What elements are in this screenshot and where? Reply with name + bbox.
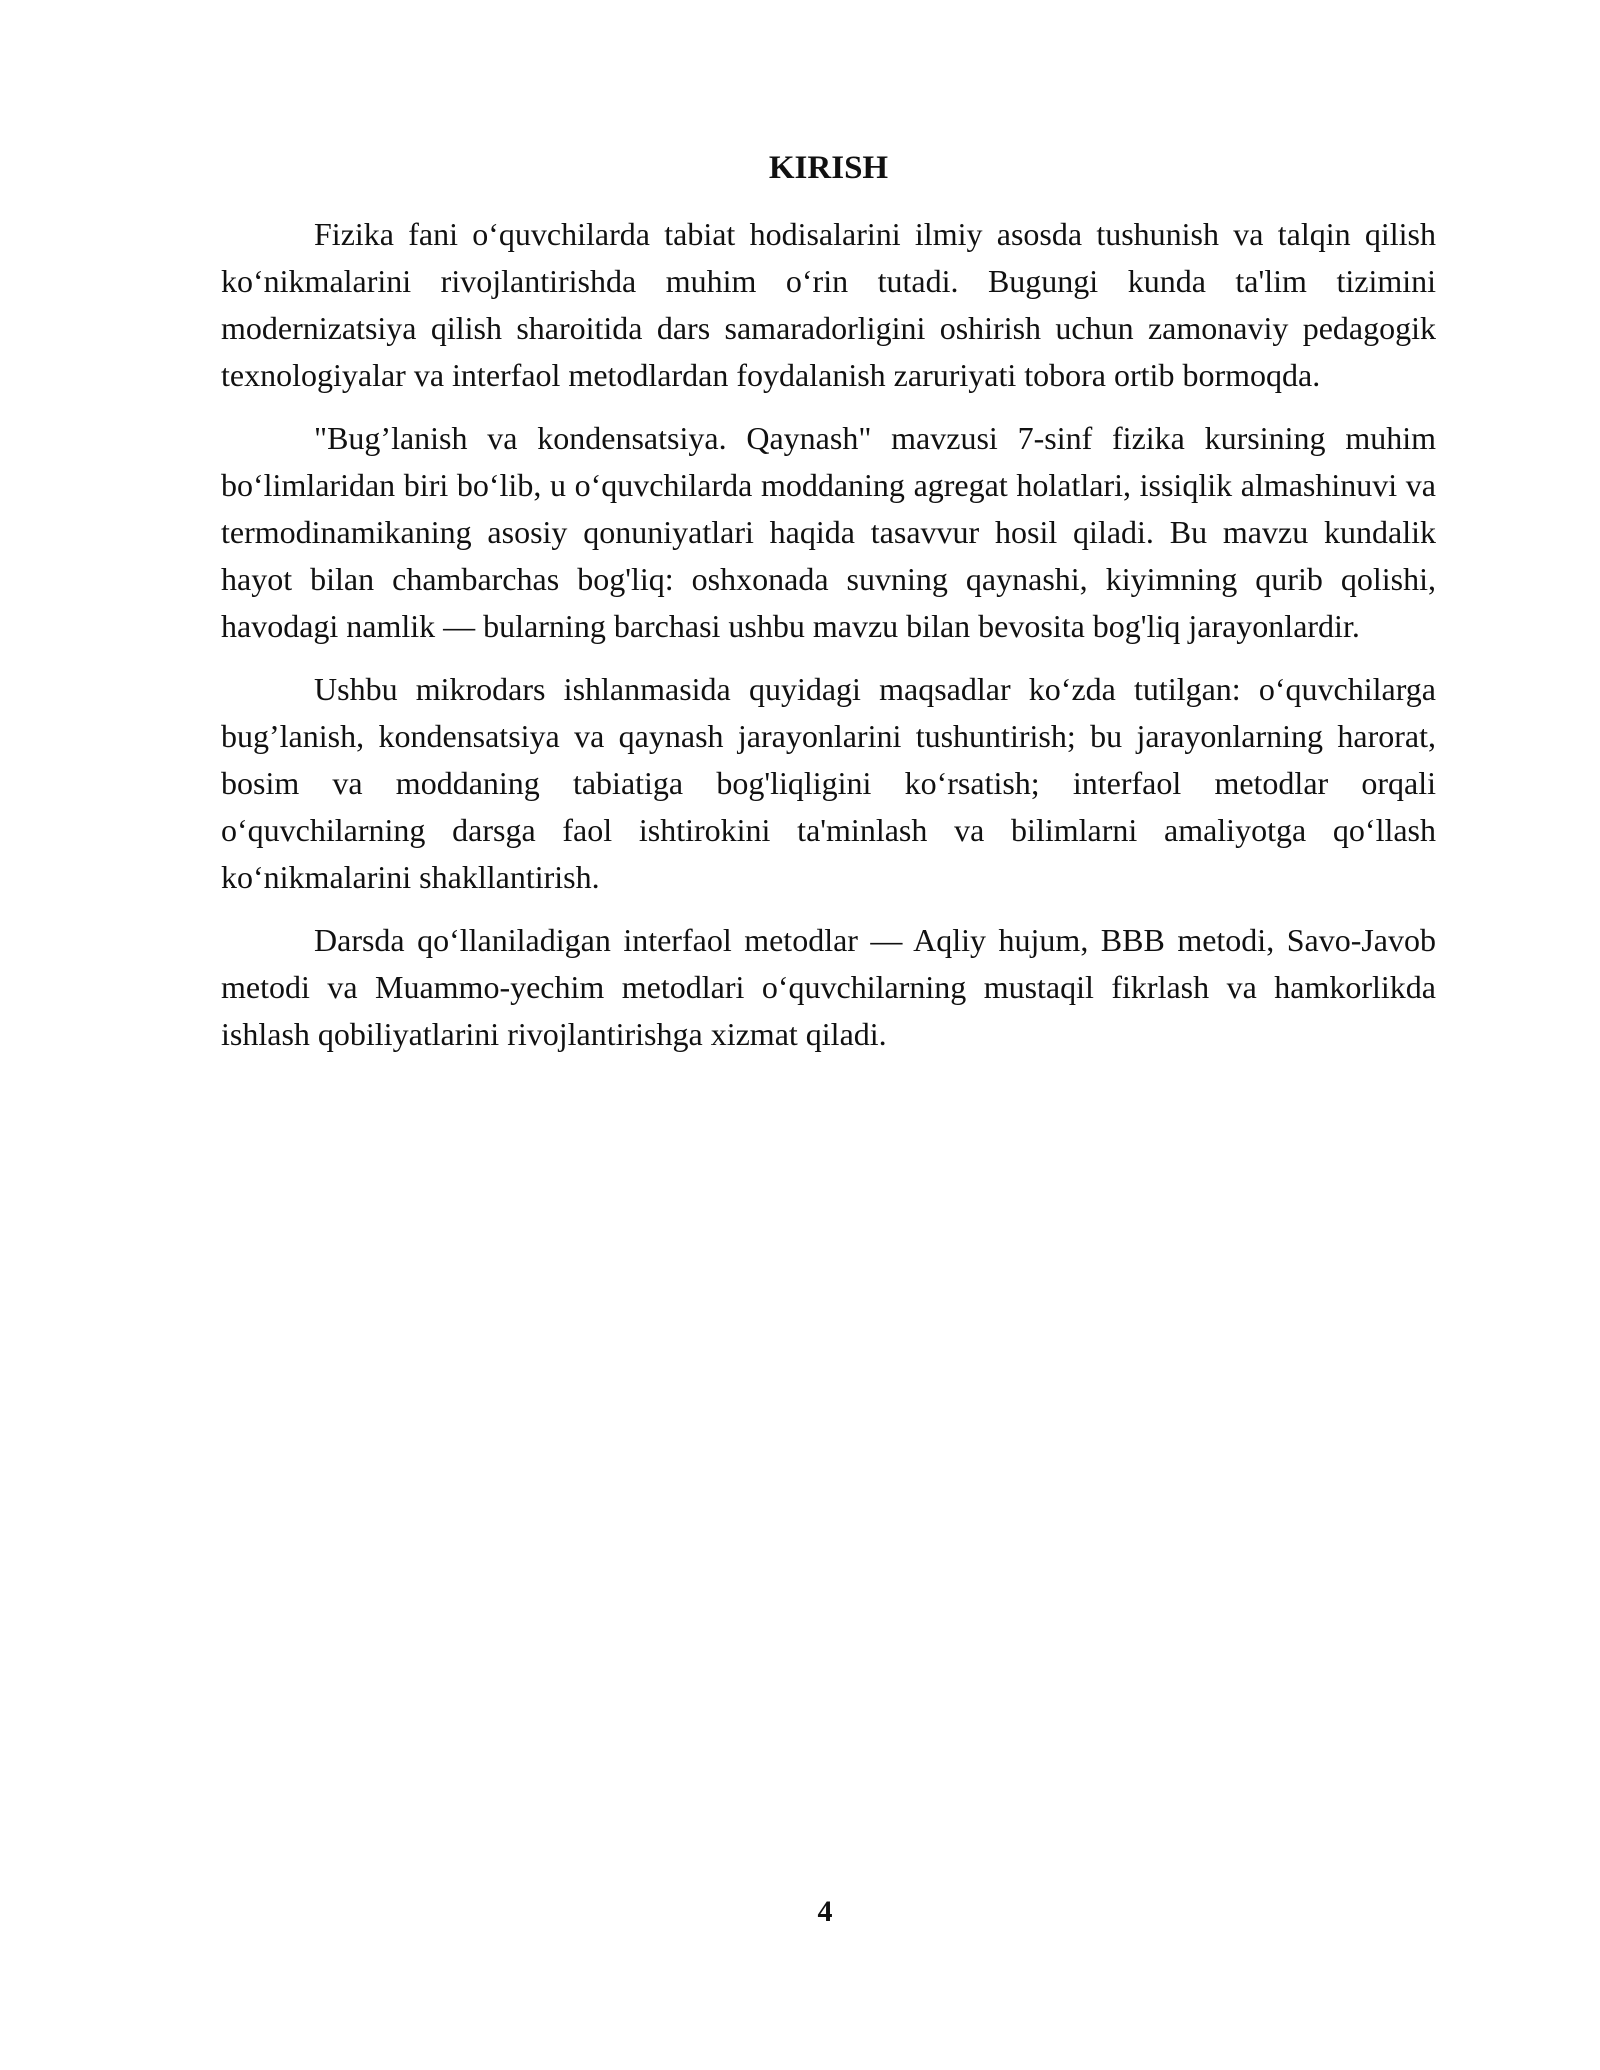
paragraph-4: Darsda qo‘llaniladigan interfaol metodlar — Aqliy hujum, BBB metodi, Savo-Javob metodi va Muammo-yechim metodlari o‘quvchilarning mustaqil fikrlash va hamkorlikda ishlash qobiliyatlarini rivojlantirishga xizmat qiladi. [221, 922, 1436, 1052]
paragraph-1: Fizika fani o‘quvchilarda tabiat hodisalarini ilmiy asosda tushunish va talqin qilish ko‘nikmalarini rivojlantirishda muhim o‘rin tutadi. Bugungi kunda ta'lim tizimini modernizatsiya qilish sharoitida dars samaradorligini oshirish uchun zamonaviy pedagogik texnologiyalar va interfaol metodlardan foydalanish zaruriyati tobora ortib bormoqda. [221, 216, 1436, 393]
page-title: KIRISH [768, 150, 889, 186]
paragraph-2: "Bug’lanish va kondensatsiya. Qaynash" mavzusi 7-sinf fizika kursining muhim bo‘limlaridan biri bo‘lib, u o‘quvchilarda moddaning agregat holatlari, issiqlik almashinuvi va termodinamikaning asosiy qonuniyatlari haqida tasavvur hosil qiladi. Bu mavzu kundalik hayot bilan chambarchas bog'liq: oshxonada suvning qaynashi, kiyimning qurib qolishi, havodagi namlik — bularning barchasi ushbu mavzu bilan bevosita bog'liq jarayonlardir. [221, 420, 1436, 644]
paragraph-3: Ushbu mikrodars ishlanmasida quyidagi maqsadlar ko‘zda tutilgan: o‘quvchilarga bug’lanish, kondensatsiya va qaynash jarayonlarini tushuntirish; bu jarayonlarning harorat, bosim va moddaning tabiatiga bog'liqligini ko‘rsatish; interfaol metodlar orqali o‘quvchilarning darsga faol ishtirokini ta'minlash va bilimlarni amaliyotga qo‘llash ko‘nikmalarini shakllantirish. [221, 671, 1436, 895]
page-number: 4 [817, 1895, 833, 1928]
page-content [221, 145, 1436, 1074]
